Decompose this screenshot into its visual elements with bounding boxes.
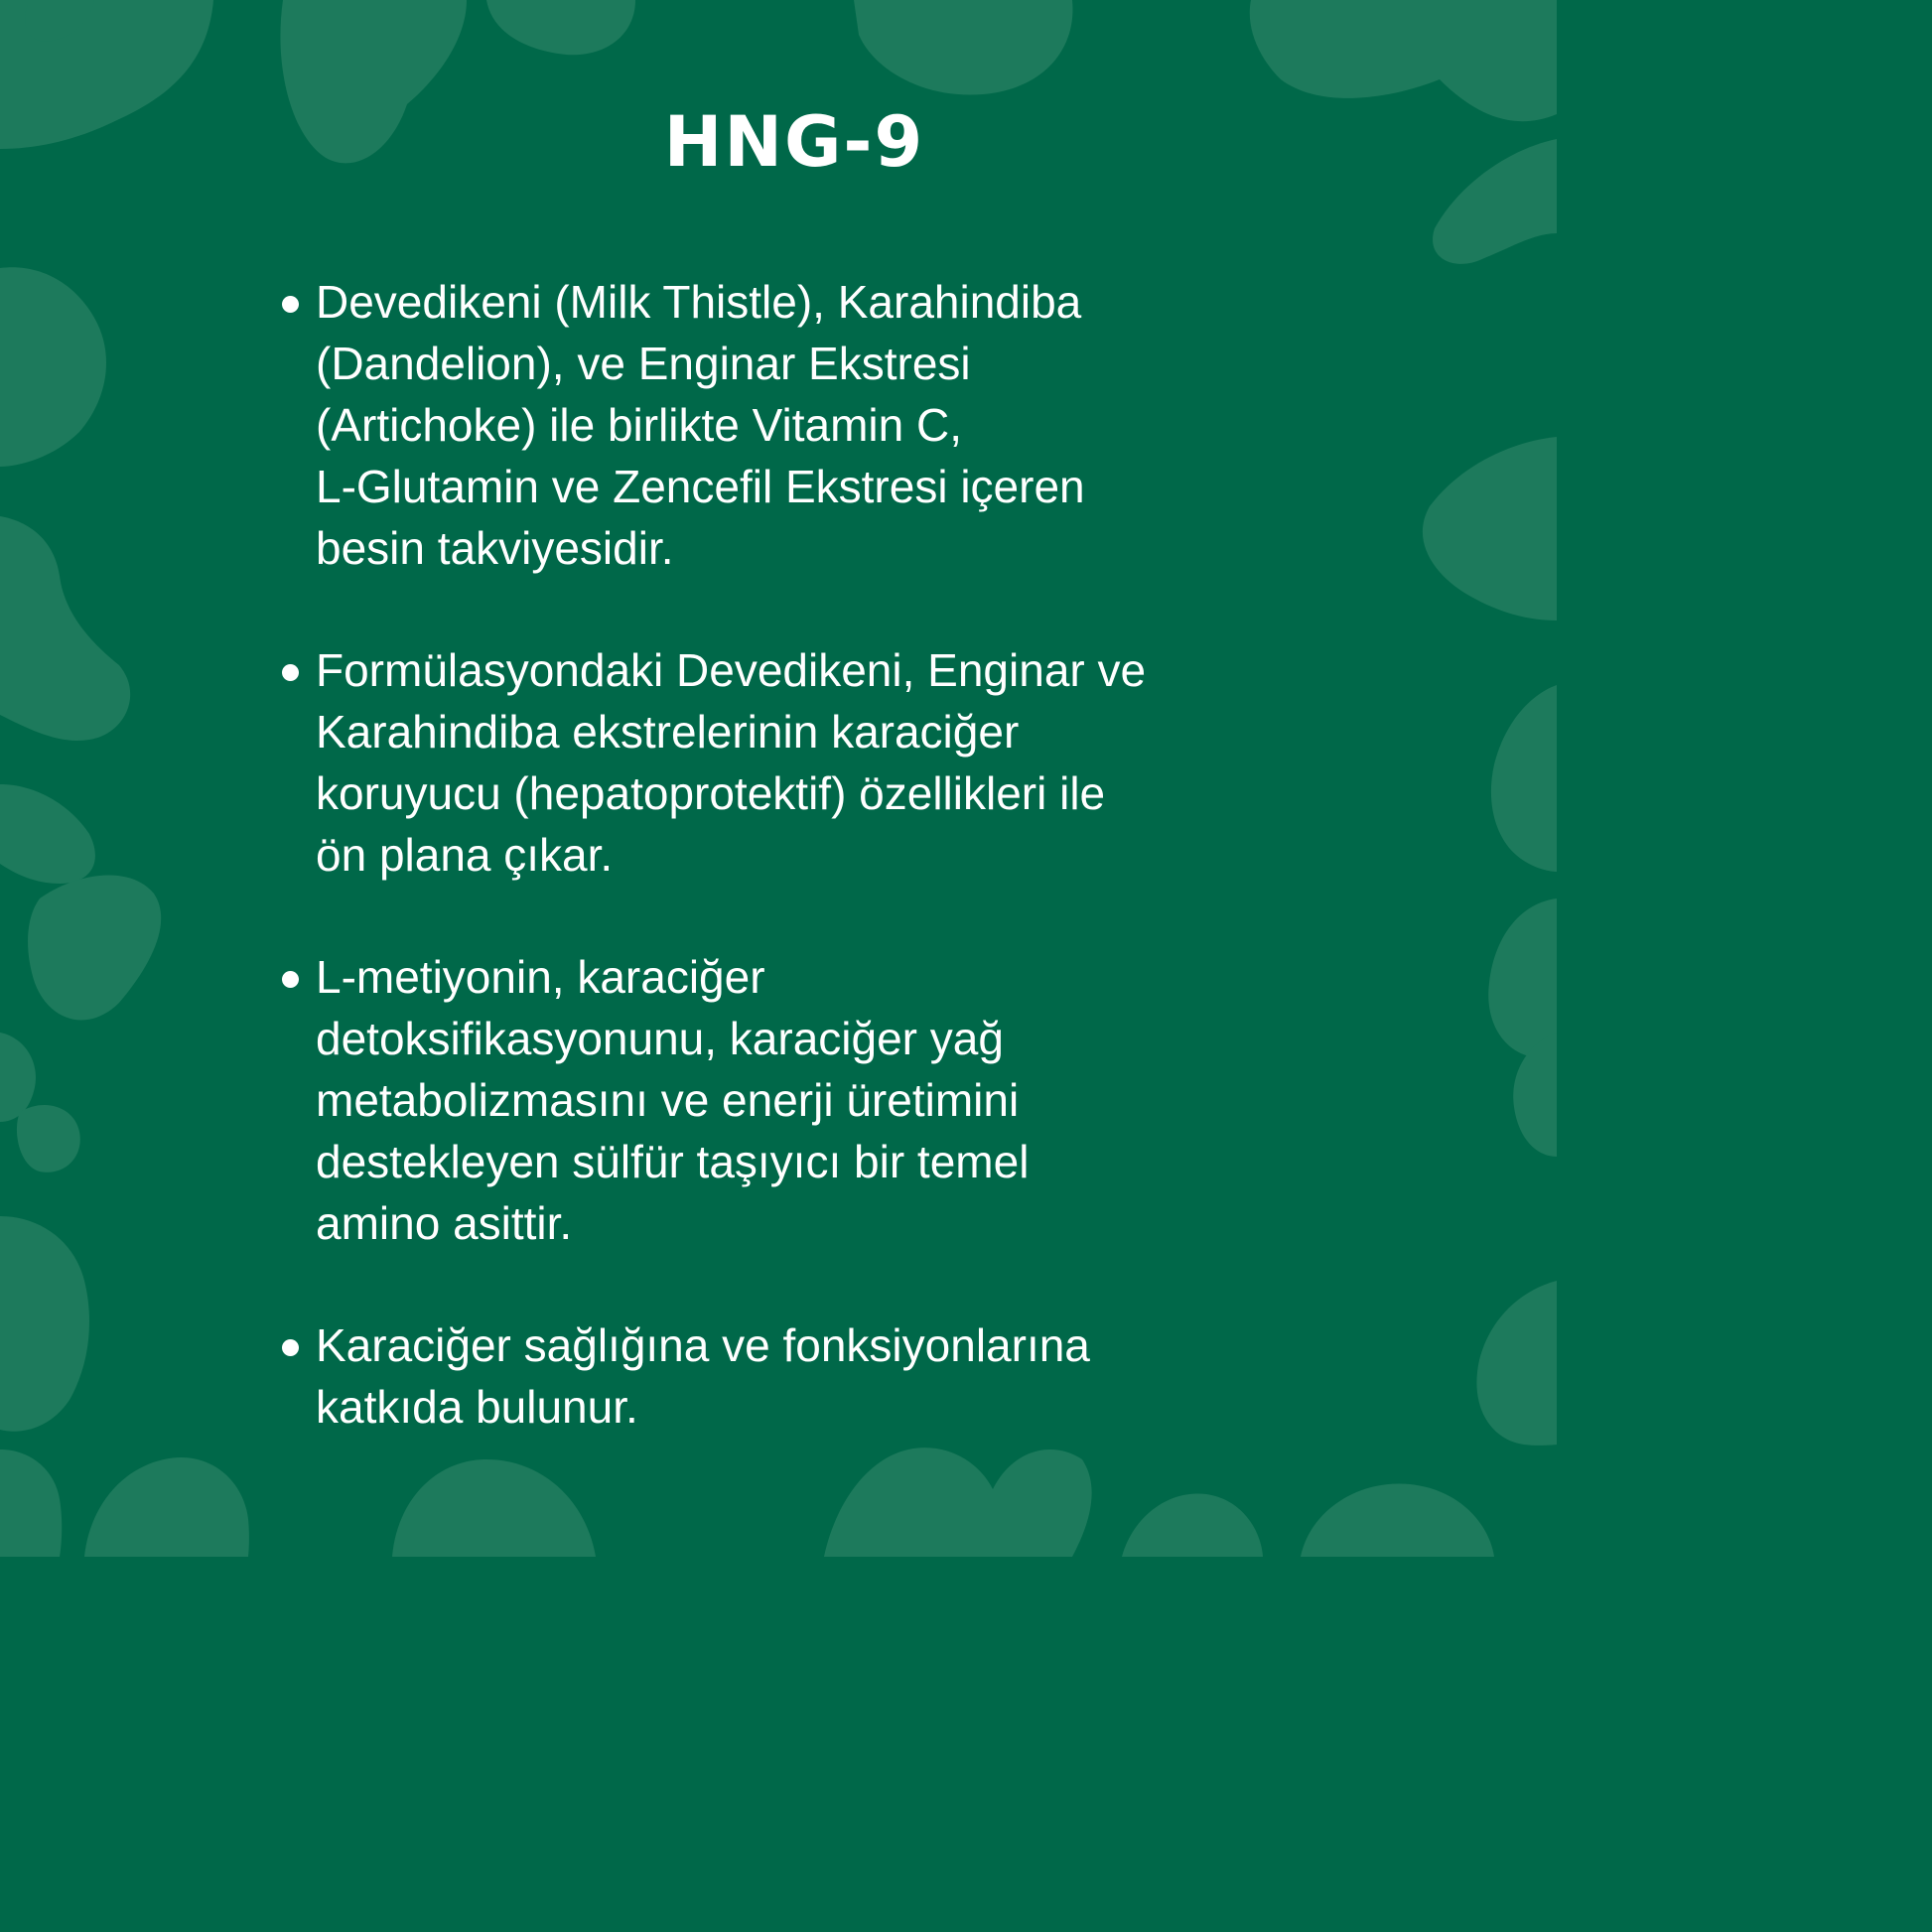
bullet-point-icon xyxy=(282,296,299,313)
blob-shape xyxy=(0,516,130,741)
line: metabolizmasını ve enerji üretimini xyxy=(316,1074,1020,1126)
page-title: HNG-9 xyxy=(663,101,925,183)
blob-shape xyxy=(84,1457,249,1557)
line: Formülasyondaki Devedikeni, Enginar ve xyxy=(316,644,1147,696)
list-item xyxy=(280,271,1283,579)
line: detoksifikasyonunu, karaciğer yağ xyxy=(316,1013,1004,1064)
line: Devedikeni (Milk Thistle), Karahindiba xyxy=(316,276,1082,328)
blob-shape xyxy=(1423,437,1557,621)
blob-shape xyxy=(854,0,1072,95)
blob-shape xyxy=(1491,685,1557,872)
line: destekleyen sülfür taşıyıcı bir temel xyxy=(316,1136,1030,1187)
blob-shape xyxy=(392,1459,596,1557)
blob-shape xyxy=(486,0,635,55)
blob-shape xyxy=(824,1448,1092,1557)
line: amino asittir. xyxy=(316,1197,573,1249)
line: (Artichoke) ile birlikte Vitamin C, xyxy=(316,399,963,451)
blob-shape xyxy=(17,1105,80,1173)
blob-shape xyxy=(0,1216,89,1432)
line: besin takviyesidir. xyxy=(316,522,674,574)
line: (Dandelion), ve Enginar Ekstresi xyxy=(316,338,971,389)
blob-shape xyxy=(0,784,95,884)
bullet-list xyxy=(280,271,1283,1438)
blob-shape xyxy=(1122,1493,1263,1557)
blob-shape xyxy=(0,1449,62,1557)
list-item xyxy=(280,1314,1283,1438)
bullet-point-icon xyxy=(282,664,299,681)
line: Karahindiba ekstrelerinin karaciğer xyxy=(316,706,1020,758)
blob-shape xyxy=(1250,0,1557,121)
blob-shape xyxy=(1301,1483,1494,1557)
line: katkıda bulunur. xyxy=(316,1381,638,1433)
blob-shape xyxy=(1488,898,1557,1058)
bullet-point-icon xyxy=(282,971,299,988)
line: koruyucu (hepatoprotektif) özellikleri ile xyxy=(316,767,1106,819)
list-item xyxy=(280,639,1283,886)
line: L-Glutamin ve Zencefil Ekstresi içeren xyxy=(316,461,1085,512)
line: ön plana çıkar. xyxy=(316,829,614,881)
list-item xyxy=(280,946,1283,1254)
blob-shape xyxy=(28,875,161,1020)
line: Karaciğer sağlığına ve fonksiyonlarına xyxy=(316,1319,1090,1371)
blob-shape xyxy=(1476,1281,1557,1446)
line: L-metiyonin, karaciğer xyxy=(316,951,765,1003)
bullet-point-icon xyxy=(282,1339,299,1356)
blob-shape xyxy=(0,267,106,467)
